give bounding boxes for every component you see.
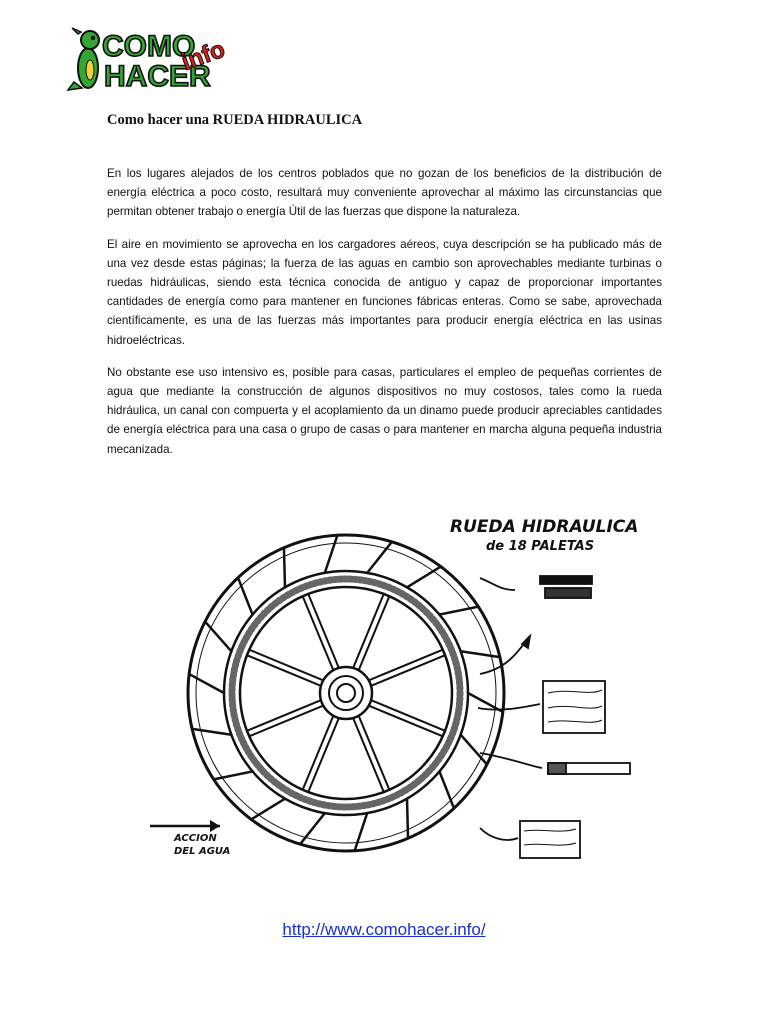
spoke xyxy=(308,594,339,668)
paddle xyxy=(214,771,253,779)
paddle xyxy=(407,567,441,588)
page-title: Como hacer una RUEDA HIDRAULICA xyxy=(107,112,363,128)
spoke xyxy=(247,700,321,731)
spoke xyxy=(308,718,339,792)
logo-suffix: info xyxy=(178,35,229,77)
spoke xyxy=(303,596,334,670)
paddle xyxy=(407,799,408,839)
water-wheel-icon xyxy=(188,535,504,851)
spoke xyxy=(303,716,334,790)
article-body xyxy=(107,164,662,472)
spoke xyxy=(353,594,384,668)
paragraph: No obstante ese uso intensivo es, posible para casas, particulares el empleo de pequeñas corrientes de agua que mediante la construcción de algunos dispositivos no muy costosos, tales como la rueda hidráulica, un canal con compuerta y el acoplamiento da un dinamo puede producir apreciables cantidades de energía eléctrica para una casa o grupo de casas o para mantener en marcha alguna pequeña industria mecanizada. xyxy=(107,365,662,456)
water-direction xyxy=(150,820,230,857)
water-label-line1: ACCION xyxy=(174,833,217,844)
dragon-mascot-icon xyxy=(68,28,99,90)
spoke xyxy=(249,706,323,737)
paragraph: En los lugares alejados de los centros poblados que no gozan de los beneficios de la distribución de energía eléctrica a poco costo, resultará muy conveniente aprovechar al máximo las circunstancias que permitan obtener trabajo o energía Útil de las fuerzas que dispone la naturaleza. xyxy=(107,167,662,219)
paddle xyxy=(325,535,338,573)
site-logo[interactable] xyxy=(64,24,254,94)
logo-line2: HACER xyxy=(104,60,211,93)
spoke xyxy=(369,650,443,681)
paddle xyxy=(439,607,478,615)
water-label-line2: DEL AGUA xyxy=(174,846,231,857)
spoke xyxy=(353,718,384,792)
paddle xyxy=(189,674,224,693)
logo-line1: COMO xyxy=(102,30,196,63)
spoke xyxy=(359,596,390,670)
paddle xyxy=(251,799,285,820)
paragraph: El aire en movimiento se aprovecha en los cargadores aéreos, cuya descripción se ha publicado más de una vez desde estas páginas; la fuerza de las aguas en cambio son aprovechables mediante turbinas o ruedas hidráulicas, siendo esta técnica conocida de antiguo y capaz de proporcionar importantes cantidades de energía como para mantener en funciones fábricas enteras. Como se sabe, aprovechada científicamente, es una de las fuerzas más importantes para producir energía eléctrica en las usinas hidroeléctricas. xyxy=(107,237,662,347)
figure-caption xyxy=(450,517,638,554)
spoke xyxy=(371,655,445,686)
footer xyxy=(0,920,768,940)
paddle xyxy=(284,548,285,588)
paddle xyxy=(461,651,500,657)
paddle xyxy=(461,735,487,765)
spoke xyxy=(371,700,445,731)
spoke xyxy=(247,655,321,686)
spoke xyxy=(249,650,323,681)
water-wheel-illustration xyxy=(150,498,650,870)
paddle xyxy=(355,813,368,851)
spoke xyxy=(359,716,390,790)
spoke xyxy=(369,706,443,737)
figure-caption-subtitle: de 18 PALETAS xyxy=(486,539,595,554)
paddle xyxy=(238,578,253,615)
paddle xyxy=(192,729,231,735)
figure-caption-title: RUEDA HIDRAULICA xyxy=(450,517,639,537)
paddle xyxy=(439,771,454,808)
site-url-link[interactable]: http://www.comohacer.info/ xyxy=(282,920,486,939)
paddle xyxy=(205,622,231,652)
